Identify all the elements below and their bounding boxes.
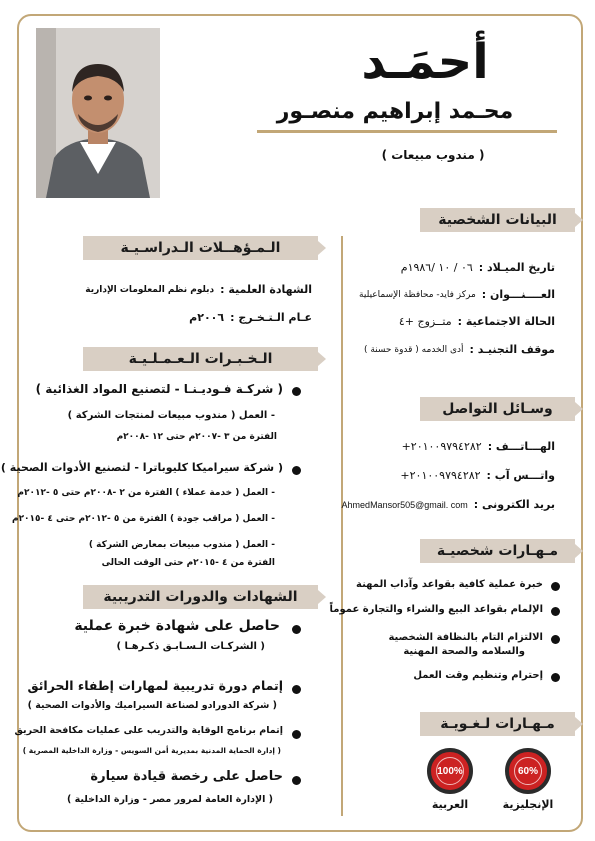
section-skills-header bbox=[420, 539, 575, 563]
language-name-arabic: العربية bbox=[431, 798, 469, 811]
experience-line: - العمل ( مراقب جودة ) الفترة من ٥ -٢٠١٢م حتى ٤ -٢٠١٥م bbox=[11, 514, 275, 524]
military-value: أدى الخدمه ( قدوة حسنة ) bbox=[363, 345, 464, 355]
personal-row-birth bbox=[401, 261, 555, 274]
section-contact-title: وسـائل التواصل bbox=[442, 401, 553, 417]
section-skills-title: مـهـارات شخصيـة bbox=[436, 543, 559, 559]
personal-row-marital bbox=[399, 315, 555, 328]
experience-line: الفترة من ٣ -٢٠٠٧م حتى ١٢ -٢٠٠٨م bbox=[116, 432, 277, 442]
skill-item: إحترام وتنظيم وقت العمل bbox=[413, 670, 543, 681]
full-name: محـمد إبراهيم منصـور bbox=[276, 99, 514, 124]
personal-row-address bbox=[359, 288, 555, 301]
experience-company: ( شركة سيراميكا كليوباترا - لتصنيع الأدوات الصحية ) bbox=[0, 461, 283, 474]
certificate-bullet bbox=[292, 685, 301, 694]
address-label: العــــنـــوان : bbox=[481, 288, 555, 301]
certificate-subtitle: ( إدارة الحماية المدنية بمديرية أمن السويس - وزارة الداخلية المصرية ) bbox=[22, 746, 281, 755]
contact-row-whatsapp bbox=[400, 469, 555, 482]
experience-line: الفترة من ٤ -٢٠١٥م حتى الوقت الحالى bbox=[101, 558, 275, 568]
email-value[interactable]: AhmedMansor505@gmail. com bbox=[341, 500, 468, 510]
certificate-title: إتمام برنامج الوقاية والتدريب على عمليات مكافحة الحريق bbox=[14, 725, 283, 736]
section-experience-header bbox=[83, 347, 318, 371]
language-name-english: الإنجليزية bbox=[502, 798, 554, 811]
job-title: ( مندوب مبيعات ) bbox=[381, 148, 485, 162]
experience-bullet bbox=[292, 387, 301, 396]
contact-row-email bbox=[342, 498, 555, 511]
certificate-subtitle: ( الإدارة العامة لمرور مصر - وزارة الداخلية ) bbox=[66, 794, 273, 805]
column-divider bbox=[341, 236, 343, 816]
contact-row-phone bbox=[402, 440, 555, 453]
section-personal-title: البيانات الشخصية bbox=[438, 212, 557, 228]
experience-line: - العمل ( مندوب مبيعات لمنتجات الشركة ) bbox=[67, 410, 275, 421]
graduation-year-label: عـام الـتـخـرج : bbox=[230, 311, 312, 324]
graduation-year-value: ٢٠٠٦م bbox=[189, 311, 225, 324]
birth-label: تاريخ الميـلاد : bbox=[478, 261, 555, 274]
birth-value: ٠٦ / ١٠ /١٩٨٦م bbox=[400, 261, 473, 274]
skill-item: خبرة عملية كافية بقواعد وآداب المهنة bbox=[356, 579, 543, 590]
skill-bullet bbox=[551, 673, 560, 682]
language-percent-arabic: 100% bbox=[436, 757, 464, 785]
person-photo-icon bbox=[36, 28, 160, 198]
certificate-bullet bbox=[292, 776, 301, 785]
military-label: موقف التجنيـد : bbox=[469, 343, 555, 356]
section-certificates-title: الشهادات والدورات التدريبية bbox=[103, 589, 298, 605]
degree-label: الشهادة العلمية : bbox=[220, 283, 312, 296]
section-education-title: الـمـؤهــلات الـدراسـيـة bbox=[120, 240, 281, 256]
education-row-year bbox=[189, 311, 312, 324]
degree-value: دبلوم نظم المعلومات الإدارية bbox=[85, 285, 215, 295]
section-education-header bbox=[83, 236, 318, 260]
whatsapp-label: واتـــس آب : bbox=[486, 469, 555, 482]
skill-bullet bbox=[551, 582, 560, 591]
certificate-title: إتمام دورة تدريبية لمهارات إطفاء الحرائق bbox=[27, 678, 283, 693]
language-percent-english: 60% bbox=[514, 757, 542, 785]
experience-company: ( شركـة فـوديـنـا - لتصنيع المواد الغذائية ) bbox=[35, 382, 283, 396]
certificate-subtitle: ( شركة الدورادو لصناعة السيراميك والأدوات الصحية ) bbox=[27, 700, 277, 711]
certificate-title: حاصل على شهادة خبرة عملية bbox=[74, 618, 280, 634]
experience-bullet bbox=[292, 466, 301, 475]
section-languages-header bbox=[420, 712, 575, 736]
education-row-degree bbox=[85, 283, 312, 296]
header-divider bbox=[257, 130, 557, 133]
section-experience-title: الـخـبـرات الـعـمـلـيـة bbox=[128, 351, 273, 367]
email-label: بريد الكترونى : bbox=[473, 498, 555, 511]
skill-item: الالتزام التام بالنظافة الشخصية bbox=[388, 632, 543, 643]
marital-label: الحالة الاجتماعية : bbox=[457, 315, 555, 328]
skill-item: الإلمام بقواعد البيع والشراء والتجارة عموماً bbox=[329, 604, 543, 615]
language-meter-english bbox=[505, 748, 551, 794]
section-personal-header bbox=[420, 208, 575, 232]
skill-item-continued: والسلامه والصحة المهنية bbox=[403, 646, 525, 657]
first-name: أحمَـد bbox=[361, 34, 489, 90]
certificate-bullet bbox=[292, 730, 301, 739]
personal-row-military bbox=[364, 343, 555, 356]
certificate-subtitle: ( الشركـات الـسـابـق ذكـرهـا ) bbox=[116, 641, 265, 652]
experience-line: - العمل ( مندوب مبيعات بمعارض الشركة ) bbox=[88, 540, 275, 550]
language-meter-arabic bbox=[427, 748, 473, 794]
experience-line: - العمل ( خدمة عملاء ) الفترة من ٢ -٢٠٠٨م حتى ٥ -٢٠١٢م bbox=[17, 488, 275, 498]
skill-bullet bbox=[551, 635, 560, 644]
skill-bullet bbox=[551, 607, 560, 616]
marital-value: متــزوج +٤ bbox=[398, 315, 452, 328]
section-certificates-header bbox=[83, 585, 318, 609]
section-languages-title: مـهـارات لـغـويـة bbox=[440, 716, 555, 732]
address-value: مركز فايد- محافظة الإسماعيلية bbox=[359, 290, 476, 300]
certificate-title: حاصل على رخصة قيادة سيارة bbox=[90, 769, 283, 784]
profile-photo bbox=[36, 28, 160, 198]
phone-value[interactable]: +٢٠١٠٠٩٧٩٤٢٨٢ bbox=[401, 440, 482, 453]
phone-label: الهـــاتـــف : bbox=[487, 440, 555, 453]
section-contact-header bbox=[420, 397, 575, 421]
certificate-bullet bbox=[292, 625, 301, 634]
whatsapp-value[interactable]: +٢٠١٠٠٩٧٩٤٢٨٢ bbox=[400, 469, 481, 482]
